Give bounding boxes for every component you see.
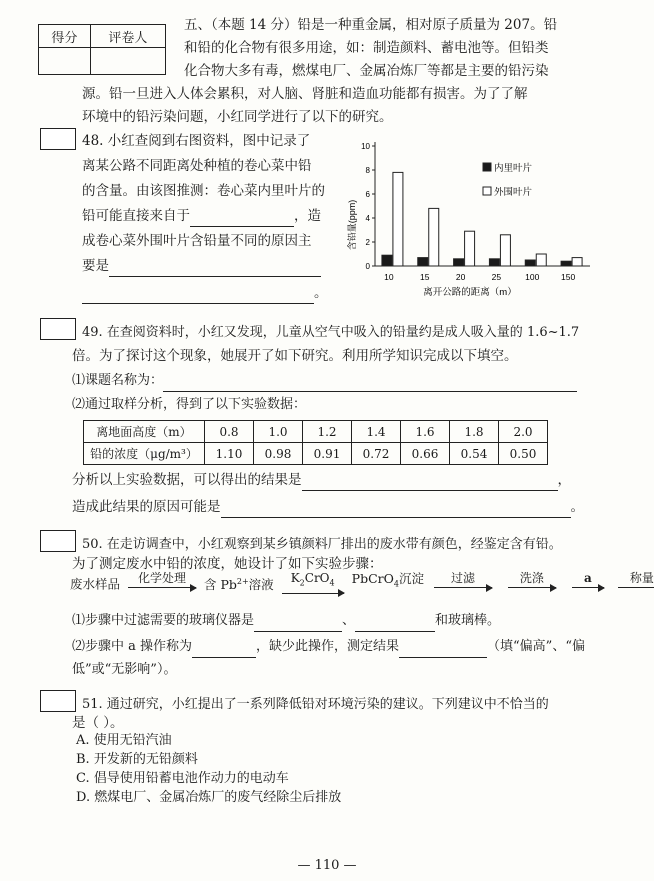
section5-line5: 环境中的铅污染问题，小红同学进行了以下的研究。	[82, 109, 393, 125]
page-number: — 110 —	[297, 858, 357, 873]
q48-line6: 要是	[82, 255, 321, 277]
lead-concentration-table	[83, 420, 548, 465]
table-cell: 0.98	[254, 443, 303, 465]
flow-arrow-weigh: 称量	[618, 571, 654, 588]
chart-bar-outer-100	[536, 254, 546, 266]
table-cell: 1.10	[205, 443, 254, 465]
chart-bar-outer-25	[500, 235, 510, 266]
chart-bar-outer-20	[465, 231, 475, 266]
table-row-height	[84, 421, 548, 443]
q51-answer-box[interactable]	[40, 690, 76, 712]
q49-answer-box[interactable]	[40, 318, 76, 340]
q50-blank-effect[interactable]	[399, 657, 487, 658]
q50-blank-operation[interactable]	[192, 657, 256, 658]
q48-line2: 离某公路不同距离处种植的卷心菜中铅	[82, 158, 312, 174]
table-cell: 0.72	[352, 443, 401, 465]
table-cell: 1.4	[352, 421, 401, 443]
chart-x-axis-label: 离开公路的距离（m）	[423, 287, 517, 298]
chart-legend-label: 内里叶片	[494, 163, 533, 174]
section5-line4: 源。铅一旦进入人体会累积，对人脑、肾脏和造血功能都有损害。为了了解	[82, 86, 528, 102]
q50-blank-glass-2[interactable]	[355, 631, 435, 632]
chart-bar-inner-20	[454, 259, 464, 266]
chart-y-tick-label: 4	[365, 214, 370, 223]
chart-y-tick-label: 2	[365, 238, 370, 247]
q49-sub1: ⑴课题名称为：	[72, 370, 577, 392]
table-header-height: 离地面高度（m）	[84, 421, 205, 443]
table-row-concentration	[84, 443, 548, 465]
experiment-flow	[70, 570, 654, 594]
q50-sub2-cont: 低”或“无影响”）。	[72, 662, 177, 677]
section5-line2: 和铅的化合物有很多用途，如：制造颜料、蓄电池等。但铅类	[184, 40, 549, 56]
score-label: 得分	[39, 25, 91, 48]
chart-y-tick-label: 0	[365, 262, 370, 271]
table-cell: 0.54	[450, 443, 499, 465]
q50-sub2: ⑵步骤中 a 操作称为 ，缺少此操作，测定结果 （填“偏高”、“偏	[72, 636, 585, 658]
lead-content-bar-chart	[335, 130, 600, 300]
q51-line2: 是（ ）。	[72, 715, 124, 731]
flow-pb-solution: 含 $Pb^{2+}$溶液	[203, 576, 274, 592]
q48-blank-reason-2[interactable]	[82, 303, 314, 304]
chart-x-tick-label: 100	[525, 272, 540, 282]
table-header-concentration: 铅的浓度（μg/m³）	[84, 443, 205, 465]
q48-blank-source[interactable]	[190, 226, 294, 227]
q48-line5: 成卷心菜外围叶片含铅量不同的原因主	[82, 233, 312, 249]
q50-blank-glass-1[interactable]	[254, 631, 342, 632]
q48-line7: 。	[82, 282, 328, 304]
chart-bar-inner-150	[561, 261, 571, 266]
q50-line1: 50. 在走访调查中，小红观察到某乡镇颜料厂排出的废水带有颜色，经鉴定含有铅。	[82, 537, 562, 552]
chart-bar-outer-150	[572, 258, 582, 266]
chart-x-tick-label: 10	[384, 272, 394, 282]
table-cell: 1.0	[254, 421, 303, 443]
chart-bar-outer-15	[429, 208, 439, 266]
chart-y-tick-label: 8	[365, 166, 370, 175]
q48-blank-reason-1[interactable]	[109, 276, 321, 277]
chart-bar-inner-15	[418, 258, 428, 266]
q49-sub3: 分析以上实验数据，可以得出的结果是 ，	[72, 469, 571, 491]
chart-y-axis-label: 含铅量(ppm)	[347, 199, 357, 251]
table-cell: 0.8	[205, 421, 254, 443]
chart-bar-outer-10	[393, 172, 403, 266]
q48-answer-box[interactable]	[40, 128, 76, 150]
q48-line1: 48. 小红查阅到右图资料，图中记录了	[82, 133, 311, 149]
chart-x-tick-label: 25	[491, 272, 502, 282]
table-cell: 1.2	[303, 421, 352, 443]
chart-y-tick-label: 10	[361, 142, 370, 151]
q49-blank-cause[interactable]	[221, 517, 571, 518]
flow-arrow-a: a	[572, 571, 604, 588]
q51-line1: 51. 通过研究，小红提出了一系列降低铅对环境污染的建议。下列建议中不恰当的	[82, 697, 549, 712]
q50-answer-box[interactable]	[40, 530, 76, 552]
flow-pbcro4-precipitate: PbCrO$_4$沉淀	[351, 571, 424, 589]
chart-x-tick-label: 20	[455, 272, 466, 282]
q50-line2: 为了测定废水中铅的浓度，她设计了如下实验步骤：	[72, 556, 383, 572]
score-cell[interactable]	[39, 48, 91, 75]
q49-sub4: 造成此结果的原因可能是 。	[72, 496, 584, 518]
q49-blank-title[interactable]	[163, 391, 577, 392]
table-cell: 0.50	[499, 443, 548, 465]
q49-sub2: ⑵通过取样分析，得到了以下实验数据：	[72, 397, 307, 412]
chart-legend-swatch	[483, 163, 491, 171]
q49-line2: 倍。为了探讨这个现象，她展开了如下研究。利用所学知识完成以下填空。	[72, 348, 518, 364]
score-table	[38, 24, 166, 75]
q50-sub1: ⑴步骤中过滤需要的玻璃仪器是 、 和玻璃棒。	[72, 610, 500, 632]
chart-bar-inner-25	[489, 259, 499, 266]
q51-option-a[interactable]: A. 使用无铅汽油	[76, 733, 172, 748]
chart-bar-inner-10	[382, 255, 392, 266]
q51-option-d[interactable]: D. 燃煤电厂、金属冶炼厂的废气经除尘后排放	[76, 790, 342, 805]
grader-label: 评卷人	[90, 25, 165, 48]
flow-arrow-k2cro4: $K_2CrO_4$	[282, 571, 344, 593]
table-cell: 1.8	[450, 421, 499, 443]
q48-line4: 铅可能直接来自于 ，造	[82, 205, 321, 227]
section5-line3: 化合物大多有毒，燃煤电厂、金属冶炼厂等都是主要的铅污染	[184, 63, 549, 79]
chart-bar-inner-100	[525, 260, 535, 266]
table-cell: 0.66	[401, 443, 450, 465]
chart-x-tick-label: 15	[420, 272, 430, 282]
table-cell: 1.6	[401, 421, 450, 443]
chart-y-tick-label: 6	[365, 190, 370, 199]
chart-legend-label: 外围叶片	[494, 187, 533, 198]
flow-arrow-filter: 过滤	[434, 571, 492, 588]
q51-option-c[interactable]: C. 倡导使用铅蓄电池作动力的电动车	[76, 771, 289, 786]
table-cell: 2.0	[499, 421, 548, 443]
q51-option-b[interactable]: B. 开发新的无铅颜料	[76, 752, 198, 767]
q49-blank-result[interactable]	[302, 490, 558, 491]
grader-cell[interactable]	[90, 48, 165, 75]
flow-sample: 废水样品	[70, 576, 121, 592]
q49-line1: 49. 在查阅资料时，小红又发现，儿童从空气中吸入的铅量约是成人吸入量的 1.6~1.7	[82, 325, 580, 340]
q48-line3: 的含量。由该图推测：卷心菜内里叶片的	[82, 183, 325, 199]
chart-legend-swatch	[483, 187, 491, 195]
table-cell: 0.91	[303, 443, 352, 465]
chart-x-tick-label: 150	[560, 272, 576, 282]
flow-arrow-wash: 洗涤	[508, 571, 556, 588]
flow-arrow-chemical: 化学处理	[128, 571, 196, 588]
section5-line1: 五、（本题 14 分）铅是一种重金属，相对原子质量为 207。铅	[184, 17, 558, 33]
